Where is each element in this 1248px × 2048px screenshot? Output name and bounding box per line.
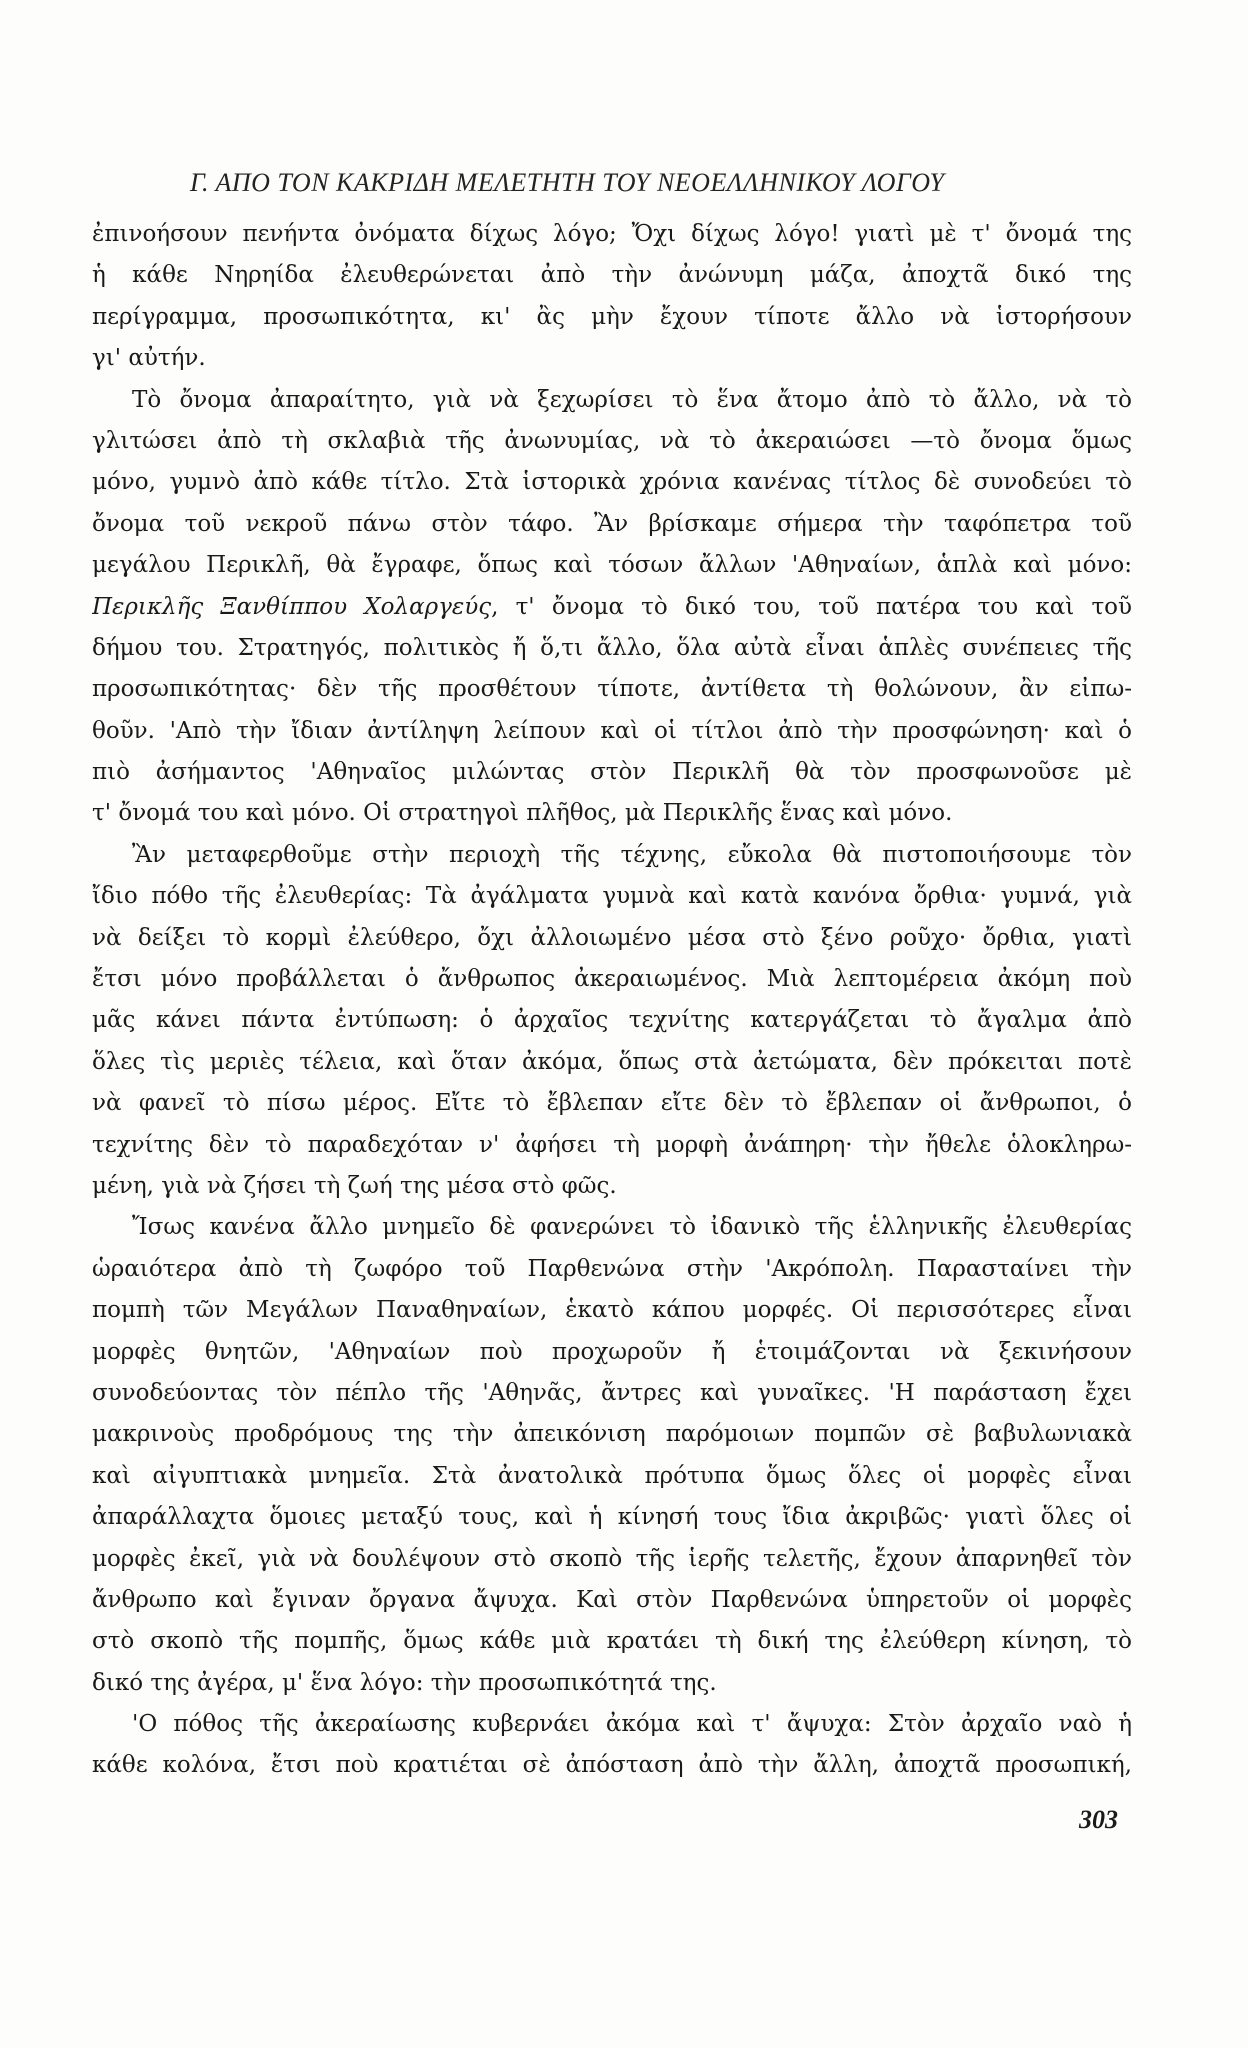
text-line: μακρινοὺς προδρόμους της τὴν ἀπεικόνιση παρόμοιων πομπῶν σὲ βαβυλωνιακὰ (92, 1421, 1132, 1448)
text-line: δήμου του. Στρατηγός, πολιτικὸς ἤ ὅ,τι ἄλλο, ὅλα αὐτὰ εἶναι ἁπλὲς συνέπειες τῆς (92, 634, 1132, 661)
text-line: γλιτώσει ἀπὸ τὴ σκλαβιὰ τῆς ἀνωνυμίας, νὰ τὸ ἀκεραιώσει —τὸ ὄνομα ὅμως (92, 427, 1132, 454)
text-line: Ἴσως κανένα ἄλλο μνημεῖο δὲ φανερώνει τὸ ἰδανικὸ τῆς ἑλληνικῆς ἐλευθερίας (132, 1214, 1132, 1241)
text-line: ὡραιότερα ἀπὸ τὴ ζωφόρο τοῦ Παρθενώνα στὴν 'Ακρόπολη. Παρασταίνει τὴν (92, 1255, 1132, 1282)
text-line: 'Ο πόθος τῆς ἀκεραίωσης κυβερνάει ἀκόμα καὶ τ' ἄψυχα: Στὸν ἀρχαῖο ναὸ ἡ (132, 1711, 1132, 1738)
text-line: ἡ κάθε Νηρηίδα ἐλευθερώνεται ἀπὸ τὴν ἀνώνυμη μάζα, ἀποχτᾶ δικό της (92, 262, 1132, 289)
text-line: νὰ δείξει τὸ κορμὶ ἐλεύθερο, ὄχι ἀλλοιωμένο μέσα στὸ ξένο ροῦχο· ὄρθια, γιατὶ (92, 924, 1132, 951)
italic-name-formula: Περικλῆς Ξανθίππου Χολαργεύς (92, 593, 492, 620)
text-line: ὅλες τὶς μεριὲς τέλεια, καὶ ὅταν ἀκόμα, ὅπως στὰ ἀετώματα, δὲν πρόκειται ποτὲ (92, 1048, 1132, 1075)
text-line: περίγραμμα, προσωπικότητα, κι' ἂς μὴν ἔχουν τίποτε ἄλλο νὰ ἱστορήσουν (92, 303, 1132, 330)
text-line: ἔτσι μόνο προβάλλεται ὁ ἄνθρωπος ἀκεραιωμένος. Μιὰ λεπτομέρεια ἀκόμη ποὺ (92, 966, 1132, 993)
text-line: ἀπαράλλαχτα ὅμοιες μεταξύ τους, καὶ ἡ κίνησή τους ἴδια ἀκριβῶς· γιατὶ ὅλες οἱ (92, 1504, 1132, 1531)
text-line: τεχνίτης δὲν τὸ παραδεχόταν ν' ἀφήσει τὴ μορφὴ ἀνάπηρη· τὴν ἤθελε ὁλοκληρω- (92, 1131, 1132, 1158)
text-line: μᾶς κάνει πάντα ἐντύπωση: ὁ ἀρχαῖος τεχνίτης κατεργάζεται τὸ ἄγαλμα ἀπὸ (92, 1007, 1132, 1034)
text-line: συνοδεύοντας τὸν πέπλο τῆς 'Αθηνᾶς, ἄντρες καὶ γυναῖκες. 'Η παράσταση ἔχει (92, 1379, 1132, 1406)
text-line: μεγάλου Περικλῆ, θὰ ἔγραφε, ὅπως καὶ τόσων ἄλλων 'Αθηναίων, ἁπλὰ καὶ μόνο: (92, 552, 1132, 579)
running-head: Γ. ΑΠΟ ΤΟΝ ΚΑΚΡΙΔΗ ΜΕΛΕΤΗΤΗ ΤΟΥ ΝΕΟΕΛΛΗΝΙΚΟΥ ΛΟΓΟΥ (190, 168, 945, 197)
text-line: μορφὲς ἐκεῖ, γιὰ νὰ δουλέψουν στὸ σκοπὸ τῆς ἱερῆς τελετῆς, ἔχουν ἀπαρνηθεῖ τὸν (92, 1545, 1132, 1572)
text-line: κάθε κολόνα, ἔτσι ποὺ κρατιέται σὲ ἀπόσταση ἀπὸ τὴν ἄλλη, ἀποχτᾶ προσωπική, (92, 1752, 1132, 1779)
text-line: ἴδιο πόθο τῆς ἐλευθερίας: Τὰ ἀγάλματα γυμνὰ καὶ κατὰ κανόνα ὄρθια· γυμνά, γιὰ (92, 883, 1132, 910)
text-line: στὸ σκοπὸ τῆς πομπῆς, ὅμως κάθε μιὰ κρατάει τὴ δική της ἐλεύθερη κίνηση, τὸ (92, 1628, 1132, 1655)
text-line: θοῦν. 'Απὸ τὴν ἴδιαν ἀντίληψη λείπουν καὶ οἱ τίτλοι ἀπὸ τὴν προσφώνηση· καὶ ὁ (92, 717, 1132, 744)
text-line: Ἂν μεταφερθοῦμε στὴν περιοχὴ τῆς τέχνης, εὔκολα θὰ πιστοποιήσουμε τὸν (132, 841, 1132, 868)
text-line: προσωπικότητας· δὲν τῆς προσθέτουν τίποτε, ἀντίθετα τὴ θολώνουν, ἂν εἰπω- (92, 676, 1132, 703)
text-line: νὰ φανεῖ τὸ πίσω μέρος. Εἴτε τὸ ἔβλεπαν εἴτε δὲν τὸ ἔβλεπαν οἱ ἄνθρωποι, ὁ (92, 1090, 1132, 1117)
text-line: ὄνομα τοῦ νεκροῦ πάνω στὸν τάφο. Ἂν βρίσκαμε σήμερα τὴν ταφόπετρα τοῦ (92, 510, 1132, 537)
text-line: μορφὲς θνητῶν, 'Αθηναίων ποὺ προχωροῦν ἤ ἑτοιμάζονται νὰ ξεκινήσουν (92, 1338, 1132, 1365)
text-line: πομπὴ τῶν Μεγάλων Παναθηναίων, ἑκατὸ κάπου μορφές. Οἱ περισσότερες εἶναι (92, 1297, 1132, 1324)
text-line: δικό της ἀγέρα, μ' ἕνα λόγο: τὴν προσωπικότητά της. (92, 1669, 717, 1696)
page-number: 303 (1079, 1805, 1118, 1834)
text-line: μένη, γιὰ νὰ ζήσει τὴ ζωή της μέσα στὸ φῶς. (92, 1172, 617, 1199)
text-line: ἄνθρωπο καὶ ἔγιναν ὄργανα ἄψυχα. Καὶ στὸν Παρθενώνα ὑπηρετοῦν οἱ μορφὲς (92, 1586, 1132, 1613)
text-line: καὶ αἰγυπτιακὰ μνημεῖα. Στὰ ἀνατολικὰ πρότυπα ὅμως ὅλες οἱ μορφὲς εἶναι (92, 1462, 1132, 1489)
text-line: τ' ὄνομά του καὶ μόνο. Οἱ στρατηγοὶ πλῆθος, μὰ Περικλῆς ἕνας καὶ μόνο. (92, 800, 953, 827)
text-line: μόνο, γυμνὸ ἀπὸ κάθε τίτλο. Στὰ ἱστορικὰ χρόνια κανένας τίτλος δὲ συνοδεύει τὸ (92, 469, 1132, 496)
text-line: Τὸ ὄνομα ἀπαραίτητο, γιὰ νὰ ξεχωρίσει τὸ ἕνα ἄτομο ἀπὸ τὸ ἄλλο, νὰ τὸ (132, 386, 1132, 413)
text-line: γι' αὐτήν. (92, 345, 206, 372)
text-line: ἐπινοήσουν πενήντα ὀνόματα δίχως λόγο; Ὄχι δίχως λόγο! γιατὶ μὲ τ' ὄνομά της (92, 221, 1132, 247)
text-line: Περικλῆς Ξανθίππου Χολαργεύς, τ' ὄνομα τὸ δικό του, τοῦ πατέρα του καὶ τοῦ (92, 593, 1132, 620)
body-text (92, 214, 1132, 1787)
text-line: πιὸ ἀσήμαντος 'Αθηναῖος μιλώντας στὸν Περικλῆ θὰ τὸν προσφωνοῦσε μὲ (92, 759, 1132, 786)
